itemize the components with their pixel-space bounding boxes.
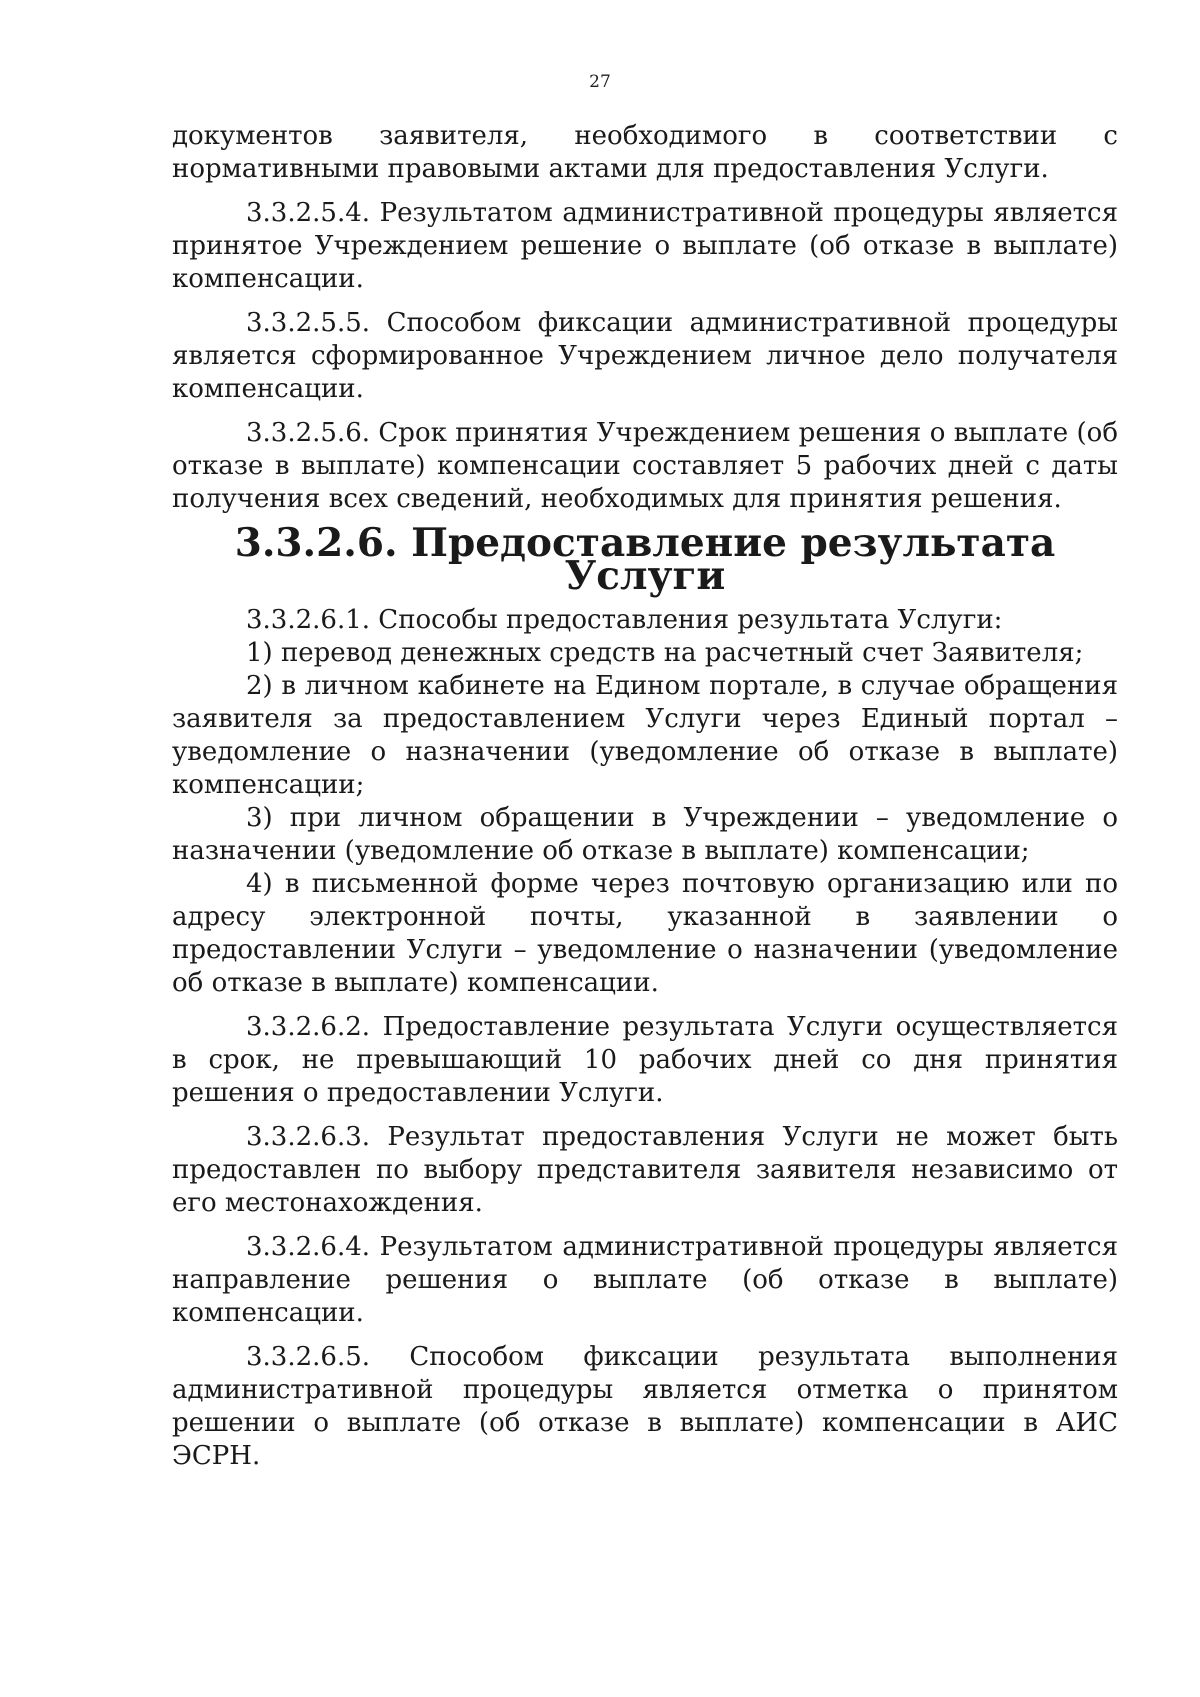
paragraph-3-3-2-5-5: 3.3.2.5.5. Способом фиксации административной процедуры является сформированное Учреждением личное дело получателя компенсации.	[172, 308, 1118, 404]
paragraph-3-3-2-6-3: 3.3.2.6.3. Результат предоставления Услуги не может быть предоставлен по выбору представителя заявителя независимо от его местонахождения.	[172, 1122, 1118, 1218]
list-item-3: 3) при личном обращении в Учреждении – уведомление о назначении (уведомление об отказе в выплате) компенсации;	[172, 803, 1118, 866]
section-heading: 3.3.2.6. Предоставление результата Услуги	[234, 520, 1056, 599]
paragraph-3-3-2-5-6: 3.3.2.5.6. Срок принятия Учреждением решения о выплате (об отказе в выплате) компенсации составляет 5 рабочих дней с даты получения всех сведений, необходимых для принятия решения.	[172, 418, 1118, 514]
list-item-1: 1) перевод денежных средств на расчетный счет Заявителя;	[246, 638, 1084, 668]
page-number: 27	[589, 72, 611, 92]
list-item-4: 4) в письменной форме через почтовую организацию или по адресу электронной почты, указанной в заявлении о предоставлении Услуги – уведомление о назначении (уведомление об отказе в выплате) компенсации.	[172, 869, 1118, 998]
document-body	[172, 120, 1118, 1484]
paragraph-continuation: документов заявителя, необходимого в соответствии с нормативными правовыми актами для предоставления Услуги.	[172, 121, 1118, 184]
list-item-2: 2) в личном кабинете на Едином портале, в случае обращения заявителя за предоставлением Услуги через Единый портал – уведомление о назначении (уведомление об отказе в выплате) компенсации;	[172, 671, 1118, 800]
paragraph-3-3-2-5-4: 3.3.2.5.4. Результатом административной процедуры является принятое Учреждением решение о выплате (об отказе в выплате) компенсации.	[172, 198, 1118, 294]
paragraph-3-3-2-6-2: 3.3.2.6.2. Предоставление результата Услуги осуществляется в срок, не превышающий 10 рабочих дней со дня принятия решения о предоставлении Услуги.	[172, 1012, 1118, 1108]
paragraph-3-3-2-6-4: 3.3.2.6.4. Результатом административной процедуры является направление решения о выплате (об отказе в выплате) компенсации.	[172, 1232, 1118, 1328]
list-intro: 3.3.2.6.1. Способы предоставления результата Услуги:	[246, 605, 1003, 635]
paragraph-3-3-2-6-5: 3.3.2.6.5. Способом фиксации результата выполнения административной процедуры является отметка о принятом решении о выплате (об отказе в выплате) компенсации в АИС ЭСРН.	[172, 1342, 1118, 1471]
